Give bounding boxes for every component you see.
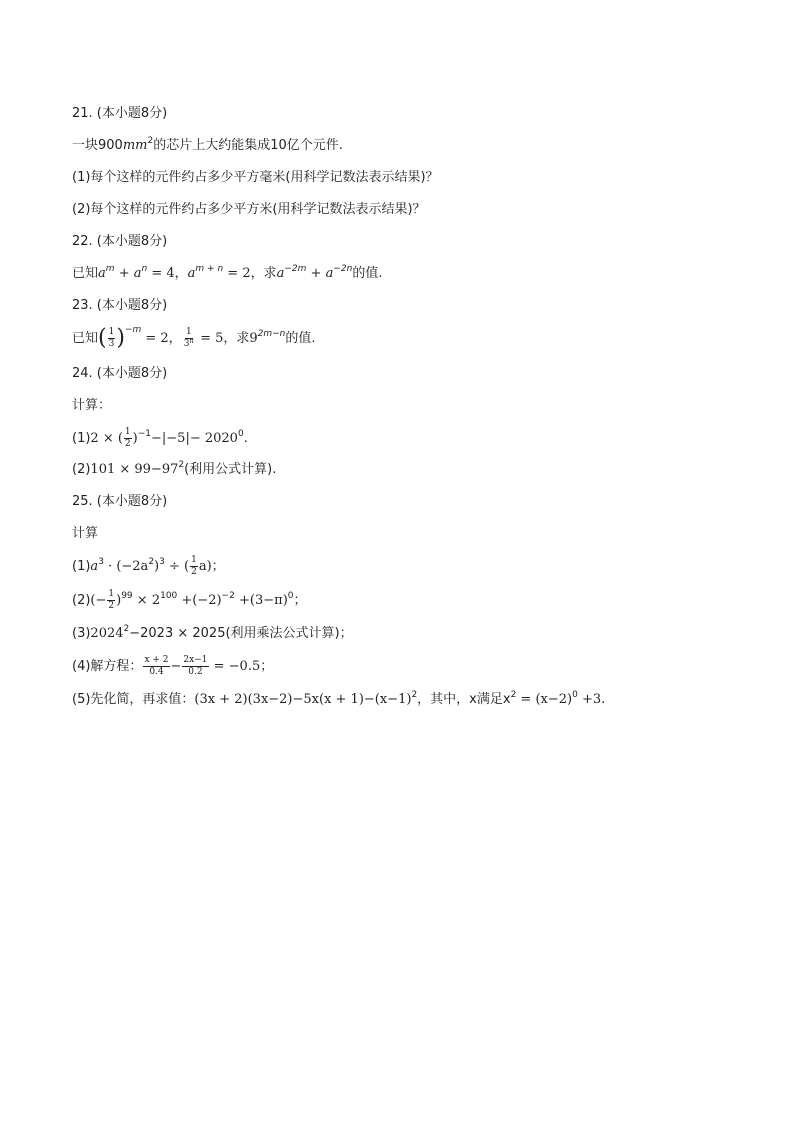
- question-header-text: 21. (本小题8分): [72, 106, 168, 121]
- q21-part2: [72, 200, 732, 232]
- q25-p2-label: (2): [72, 593, 91, 608]
- q25-p5-label: (5): [72, 692, 91, 707]
- fraction-numerator: 1: [191, 555, 197, 565]
- q22-exp-n: n: [141, 264, 148, 274]
- q25-part1: [72, 556, 732, 590]
- denominator-exponent: n: [189, 337, 194, 345]
- paren-open: (: [98, 325, 107, 351]
- q25-part2: [72, 590, 732, 624]
- q25-header: [72, 492, 732, 524]
- q23-prefix: 已知: [72, 331, 99, 346]
- q22-exp-neg2n: −2n: [333, 264, 353, 274]
- fraction-denominator: 2: [124, 439, 131, 449]
- q25-p5-d: +3.: [577, 692, 606, 707]
- q23-header: [72, 296, 732, 328]
- q21-part1: [72, 168, 732, 200]
- fraction-denominator: 3: [108, 339, 115, 349]
- fraction-denominator: 2: [191, 567, 197, 577]
- q22-prefix: 已知: [72, 266, 99, 281]
- q25-p1-c: ): [154, 559, 160, 574]
- q25-part4: [72, 656, 732, 690]
- q22-base: a: [98, 266, 106, 281]
- q25-p3-a: 2024: [90, 626, 124, 641]
- q25-instruction-text: 计算: [72, 526, 99, 541]
- denominator-base: 3: [183, 339, 190, 349]
- q25-p1-exp2: 2: [148, 557, 155, 567]
- q25-p1-label: (1): [72, 559, 91, 574]
- q24-p1-fraction: [124, 428, 132, 449]
- fraction-denominator: [183, 339, 195, 349]
- q24-header: [72, 364, 732, 396]
- q21-intro-text-a: 一块900: [72, 138, 123, 153]
- q25-part3: [72, 624, 732, 656]
- q24-p2-a: 101 × 99−97: [90, 462, 179, 477]
- q25-p2-exp0: 0: [287, 591, 294, 601]
- q24-p1-exp0: 0: [237, 429, 244, 439]
- q25-p2-fraction: [107, 590, 115, 611]
- q22-base: a: [187, 266, 196, 281]
- q25-p2-exp100: 100: [160, 591, 178, 601]
- q25-p3-exp2: 2: [123, 624, 130, 634]
- q25-p5-exp0: 0: [572, 690, 578, 700]
- q25-p5-b: ，其中，x满足x: [417, 692, 511, 707]
- question-header-text: 23. (本小题8分): [72, 298, 168, 313]
- q24-p2-exp: 2: [178, 460, 185, 470]
- q24-part1: [72, 428, 732, 460]
- q22-base: a: [133, 266, 142, 281]
- question-header-text: 22. (本小题8分): [72, 234, 168, 249]
- q22-eq2: = 2，求: [223, 266, 277, 281]
- q22-base: a: [276, 266, 285, 281]
- fraction-denominator: 2: [108, 601, 115, 611]
- q22-base: a: [325, 266, 334, 281]
- q22-plus: +: [114, 266, 134, 281]
- question-header-text: 25. (本小题8分): [72, 494, 168, 509]
- q25-p4-fraction-2: [182, 656, 208, 677]
- q22-exp-mn: m + n: [195, 264, 224, 274]
- q25-p4-minus: −: [170, 659, 182, 674]
- q25-p2-e: +(3−π): [234, 593, 288, 608]
- q24-p2-label: (2): [72, 462, 91, 477]
- q25-p4-fraction-1: [143, 656, 169, 677]
- fraction-numerator: 1: [185, 327, 192, 337]
- q24-p1-c: −|−5|− 2020: [151, 431, 238, 446]
- fraction-numerator: x + 2: [144, 655, 169, 665]
- q25-p5-exp2: 2: [411, 690, 418, 700]
- q24-p2-b: (利用公式计算).: [184, 462, 277, 477]
- q24-instruction-text: 计算：: [72, 398, 112, 413]
- q23-exp-negm: −m: [124, 325, 142, 335]
- q25-p5-a: 先化简，再求值：(3x + 2)(3x−2)−5x(x + 1)−(x−1): [90, 692, 412, 707]
- q21-header: [72, 104, 732, 136]
- q21-unit: mm: [122, 138, 148, 153]
- q22-exp-m: m: [105, 264, 115, 274]
- q25-p1-a: a: [90, 559, 99, 574]
- q23-body: [72, 325, 732, 364]
- paren-close: ): [116, 325, 125, 351]
- q24-instruction: [72, 396, 732, 428]
- q22-suffix: 的值.: [352, 266, 383, 281]
- q21-part1-text: (1)每个这样的元件约占多少平方毫米(用科学记数法表示结果)？: [72, 170, 439, 185]
- q25-p1-exp3: 3: [98, 557, 104, 567]
- q25-p1-exp3b: 3: [159, 557, 165, 567]
- fraction-numerator: 2x−1: [183, 655, 208, 665]
- q23-suffix: 的值.: [285, 331, 316, 346]
- q21-unit-exponent: 2: [147, 136, 154, 146]
- q22-eq4: = 4，: [147, 266, 188, 281]
- q25-p1-fraction: [190, 556, 198, 577]
- q24-p1-label: (1): [72, 431, 91, 446]
- q21-intro-text-b: 的芯片上大约能集成10亿个元件.: [153, 138, 343, 153]
- q25-p1-d: ÷ (: [164, 559, 190, 574]
- q24-p1-end: .: [243, 431, 248, 446]
- q22-exp-neg2m: −2m: [284, 264, 307, 274]
- exam-page: [72, 104, 732, 722]
- q25-p2-exp99: 99: [121, 591, 133, 601]
- q23-fraction-2: [183, 328, 195, 349]
- q23-fraction: [108, 328, 116, 349]
- q22-header: [72, 232, 732, 264]
- q25-part5: [72, 690, 732, 722]
- q25-p5-c: = (x−2): [516, 692, 573, 707]
- q24-p1-b: ): [132, 431, 138, 446]
- q21-part2-text: (2)每个这样的元件约占多少平方米(用科学记数法表示结果)？: [72, 202, 426, 217]
- q24-p1-exp: −1: [137, 429, 152, 439]
- q25-p3-label: (3): [72, 626, 91, 641]
- q25-p1-b: · (−2a: [103, 559, 149, 574]
- q25-p1-e: a)；: [198, 559, 225, 574]
- q25-p3-b: −2023 × 2025(利用乘法公式计算)；: [129, 626, 353, 641]
- q23-eq5: = 5，求9: [195, 331, 258, 346]
- q25-p2-expneg2: −2: [221, 591, 235, 601]
- fraction-denominator: 0.2: [188, 667, 203, 677]
- q24-p1-a: 2 × (: [90, 431, 123, 446]
- q23-eq2: = 2，: [141, 331, 182, 346]
- q25-p2-a: (−: [90, 593, 107, 608]
- q25-instruction: [72, 524, 732, 556]
- q25-p2-f: ；: [293, 593, 307, 608]
- fraction-numerator: 1: [108, 327, 115, 337]
- q22-body: [72, 264, 732, 296]
- q25-p4-b: = −0.5；: [209, 659, 274, 674]
- q24-part2: [72, 460, 732, 492]
- q25-p2-b: ): [116, 593, 122, 608]
- q21-intro: [72, 136, 732, 168]
- q25-p4-a: 解方程：: [90, 659, 143, 674]
- q23-exp-2mn: 2m−n: [257, 329, 286, 339]
- fraction-numerator: 1: [124, 427, 131, 437]
- fraction-numerator: 1: [108, 589, 115, 599]
- q25-p2-c: × 2: [132, 593, 161, 608]
- q25-p5-exp2b: 2: [510, 690, 517, 700]
- question-header-text: 24. (本小题8分): [72, 366, 168, 381]
- q25-p2-d: +(−2): [177, 593, 222, 608]
- fraction-denominator: 0.4: [149, 667, 164, 677]
- q22-plus: +: [306, 266, 326, 281]
- q25-p4-label: (4): [72, 659, 91, 674]
